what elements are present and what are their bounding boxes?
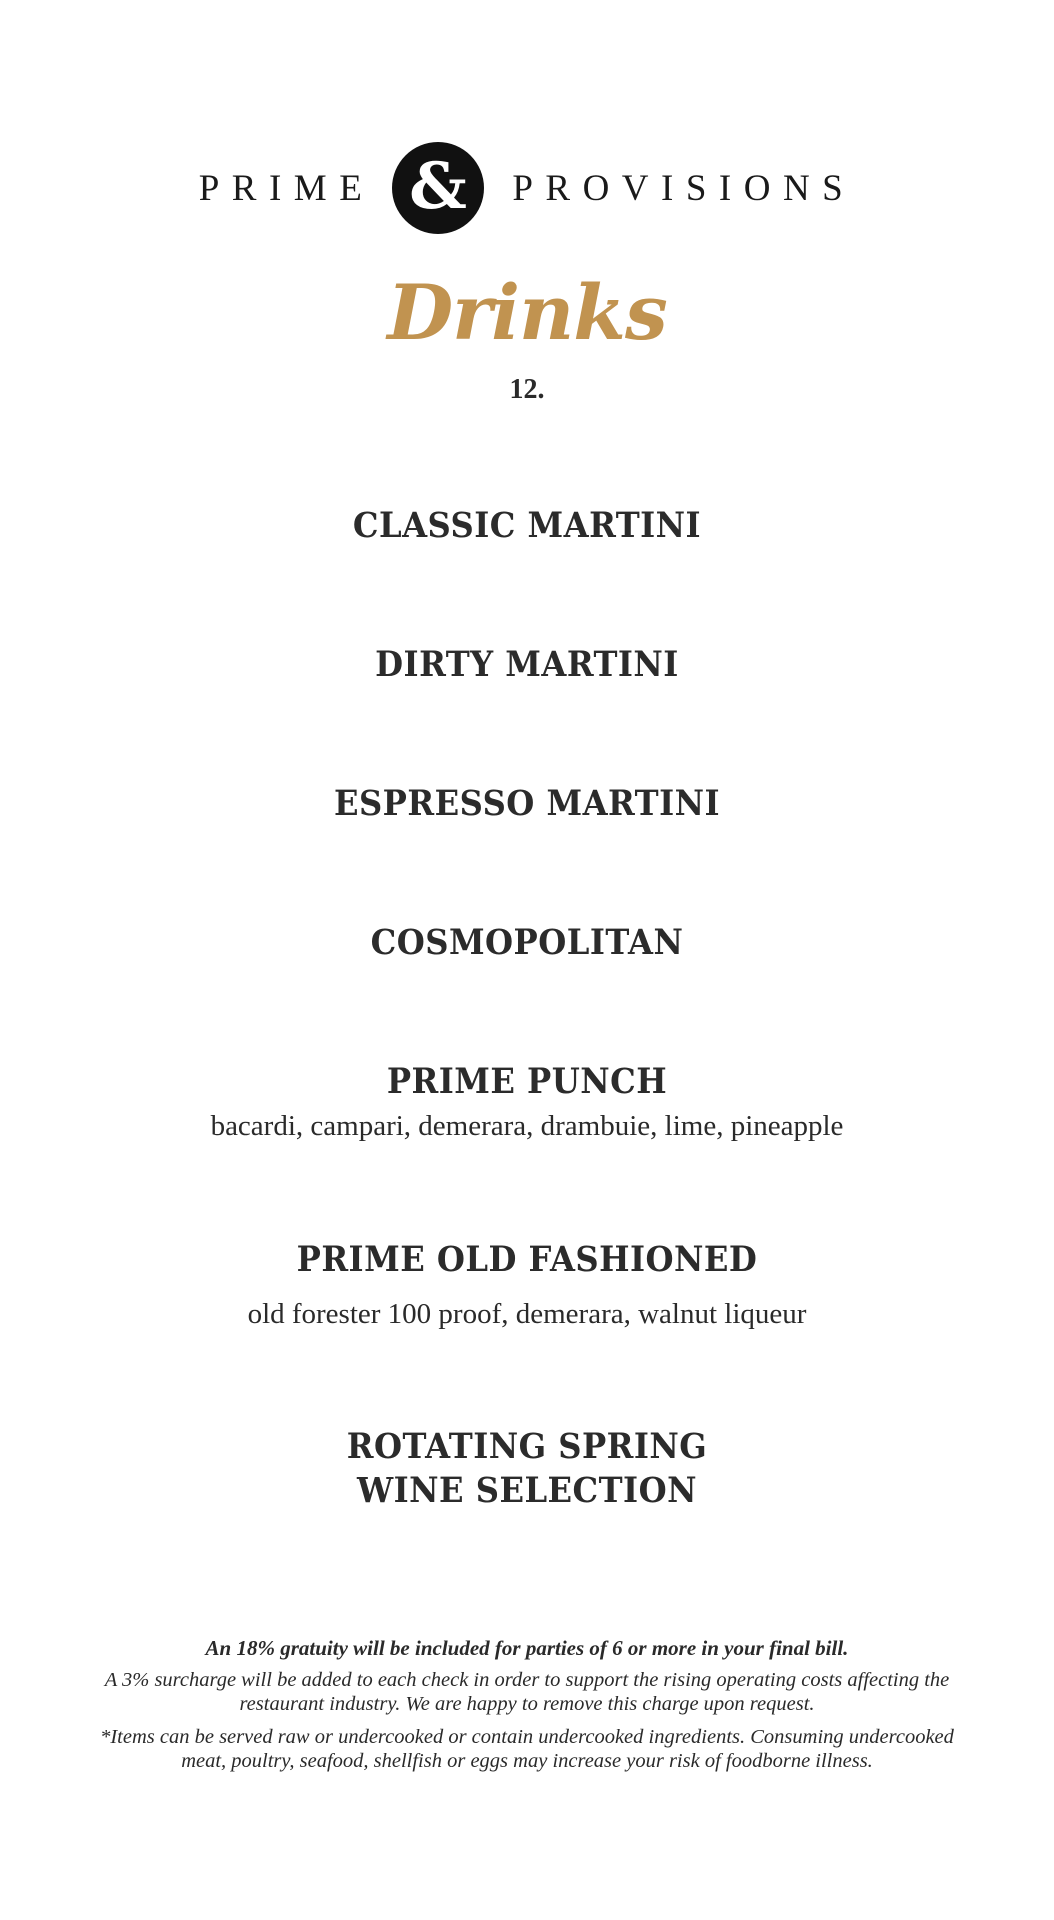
- drink-name-rotating-spring-line1: ROTATING SPRING: [346, 1426, 708, 1467]
- price-label: 12.: [509, 374, 545, 405]
- svg-text:&: &: [409, 149, 468, 224]
- section-title: Drinks: [387, 268, 667, 357]
- drink-description-prime-punch: bacardi, campari, demerara, drambuie, lime, pineapple: [210, 1110, 844, 1142]
- gratuity-note: An 18% gratuity will be included for parties of 6 or more in your final bill.: [205, 1636, 849, 1660]
- brand-header: [0, 138, 1054, 238]
- drink-name-classic-martini: CLASSIC MARTINI: [352, 505, 702, 546]
- drink-name-cosmopolitan: COSMOPOLITAN: [370, 922, 684, 963]
- raw-food-warning-line1: *Items can be served raw or undercooked or contain undercooked ingredients. Consuming undercooked: [100, 1726, 954, 1748]
- raw-food-warning: [60, 1725, 994, 1773]
- brand-word-provisions: PROVISIONS: [512, 167, 856, 209]
- raw-food-warning-line2: meat, poultry, seafood, shellfish or eggs may increase your risk of foodborne illness.: [181, 1750, 873, 1772]
- ampersand-logo-icon: [392, 142, 484, 234]
- surcharge-note-line2: restaurant industry. We are happy to remove this charge upon request.: [239, 1693, 815, 1715]
- drink-name-prime-punch: PRIME PUNCH: [386, 1061, 668, 1102]
- surcharge-note-line1: A 3% surcharge will be added to each check in order to support the rising operating costs affecting the: [104, 1669, 950, 1691]
- drink-description-prime-old-fashioned: old forester 100 proof, demerara, walnut liqueur: [247, 1298, 807, 1330]
- drink-name-rotating-spring-line2: WINE SELECTION: [357, 1470, 697, 1511]
- drink-name-dirty-martini: DIRTY MARTINI: [375, 644, 679, 685]
- drink-name-prime-old-fashioned: PRIME OLD FASHIONED: [296, 1239, 758, 1280]
- brand-word-prime: PRIME: [198, 167, 375, 209]
- surcharge-note: [60, 1668, 994, 1716]
- drink-name-espresso-martini: ESPRESSO MARTINI: [333, 783, 721, 824]
